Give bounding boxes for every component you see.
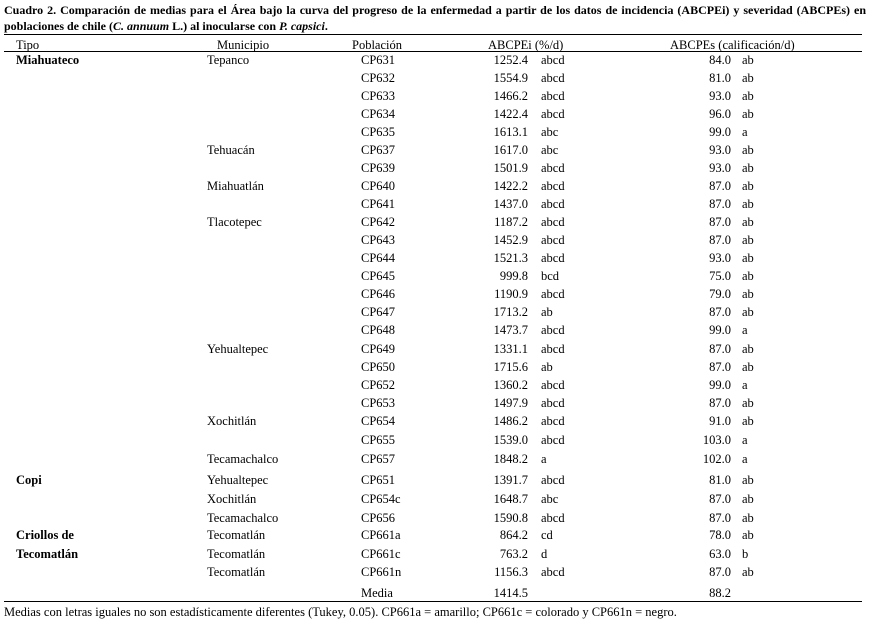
cell-poblacion: CP657: [361, 452, 396, 466]
cell-abcpes: 87.0: [709, 565, 731, 579]
cell-municipio: Tecomatlán: [207, 528, 266, 542]
cell-abcpes: 84.0: [709, 53, 731, 67]
cell-letra-s: a: [742, 323, 748, 337]
cell-abcpei: 1848.2: [493, 452, 528, 466]
caption-text-1: Cuadro 2. Comparación de medias para el Área bajo la curva del progreso de la enfermedad a partir de los datos de incidencia (ABCPEi) y severidad (ABCPEs) en poblaciones de chile (: [4, 3, 866, 33]
cell-municipio: Yehualtepec: [207, 473, 269, 487]
cell-abcpes: 87.0: [709, 342, 731, 356]
cell-letra-s: ab: [742, 473, 754, 487]
cell-letra-s: ab: [742, 565, 754, 579]
cell-abcpei: 864.2: [499, 528, 528, 542]
header-tipo: Tipo: [16, 38, 40, 52]
cell-letra-s: ab: [742, 179, 754, 193]
cell-letra-i: ab: [541, 360, 553, 374]
cell-abcpes: 88.2: [709, 586, 731, 600]
cell-poblacion: CP631: [361, 53, 396, 67]
cell-abcpes: 96.0: [709, 107, 731, 121]
cell-abcpes: 93.0: [709, 251, 731, 265]
cell-abcpes: 87.0: [709, 396, 731, 410]
cell-letra-s: ab: [742, 71, 754, 85]
cell-abcpes: 87.0: [709, 360, 731, 374]
cell-poblacion: CP643: [361, 233, 396, 247]
cell-abcpei: 1486.2: [493, 414, 528, 428]
cell-poblacion: CP651: [361, 473, 396, 487]
header-abcpei: ABCPEi (%/d): [488, 38, 564, 52]
cell-letra-i: abc: [541, 125, 559, 139]
cell-letra-i: abcd: [541, 251, 565, 265]
cell-poblacion: CP645: [361, 269, 396, 283]
cell-letra-s: ab: [742, 342, 754, 356]
cell-letra-i: abc: [541, 143, 559, 157]
cell-poblacion: CP647: [361, 305, 396, 319]
cell-letra-s: ab: [742, 215, 754, 229]
cell-abcpei: 1497.9: [493, 396, 528, 410]
cell-poblacion: CP632: [361, 71, 396, 85]
cell-letra-s: ab: [742, 528, 754, 542]
cell-abcpes: 81.0: [709, 71, 731, 85]
cell-municipio: Tecamachalco: [207, 452, 279, 466]
cell-poblacion: Media: [361, 586, 393, 600]
cell-poblacion: CP654c: [361, 492, 401, 506]
cell-letra-i: abcd: [541, 53, 565, 67]
cell-municipio: Tepanco: [207, 53, 250, 67]
cell-abcpes: 91.0: [709, 414, 731, 428]
cell-letra-s: ab: [742, 107, 754, 121]
cell-letra-s: ab: [742, 396, 754, 410]
cell-abcpei: 1539.0: [493, 433, 528, 447]
cell-letra-s: a: [742, 452, 748, 466]
cell-letra-i: abcd: [541, 473, 565, 487]
cell-letra-s: ab: [742, 414, 754, 428]
cell-letra-s: a: [742, 433, 748, 447]
cell-abcpes: 87.0: [709, 233, 731, 247]
cell-poblacion: CP661n: [361, 565, 402, 579]
cell-abcpes: 75.0: [709, 269, 731, 283]
cell-letra-i: ab: [541, 305, 553, 319]
caption-italic-pathogen: P. capsici: [279, 19, 325, 33]
cell-letra-s: ab: [742, 305, 754, 319]
cell-municipio: Miahuatlán: [207, 179, 264, 193]
cell-abcpes: 79.0: [709, 287, 731, 301]
cell-letra-i: abcd: [541, 179, 565, 193]
cell-abcpei: 1590.8: [493, 511, 528, 525]
header-abcpes: ABCPEs (calificación/d): [670, 38, 795, 52]
caption-text-2: L.) al inocularse con: [169, 19, 280, 33]
cell-tipo: Tecomatlán: [16, 547, 79, 561]
cell-letra-i: abcd: [541, 161, 565, 175]
cell-letra-i: abcd: [541, 342, 565, 356]
cell-letra-i: abcd: [541, 71, 565, 85]
cell-abcpei: 1437.0: [493, 197, 528, 211]
cell-poblacion: CP656: [361, 511, 396, 525]
cell-letra-s: ab: [742, 233, 754, 247]
cell-abcpei: 1422.4: [493, 107, 528, 121]
cell-poblacion: CP639: [361, 161, 396, 175]
cell-abcpei: 1613.1: [493, 125, 528, 139]
cell-abcpei: 1617.0: [493, 143, 528, 157]
cell-letra-s: ab: [742, 89, 754, 103]
cell-poblacion: CP661a: [361, 528, 401, 542]
cell-abcpes: 103.0: [702, 433, 731, 447]
cell-municipio: Tehuacán: [207, 143, 255, 157]
cell-letra-i: d: [541, 547, 548, 561]
cell-abcpei: 763.2: [499, 547, 528, 561]
cell-abcpes: 78.0: [709, 528, 731, 542]
cell-letra-s: b: [742, 547, 749, 561]
cell-abcpes: 93.0: [709, 143, 731, 157]
cell-letra-s: ab: [742, 360, 754, 374]
cell-poblacion: CP642: [361, 215, 396, 229]
cell-abcpes: 99.0: [709, 378, 731, 392]
cell-letra-i: abcd: [541, 89, 565, 103]
cell-abcpes: 81.0: [709, 473, 731, 487]
cell-abcpes: 102.0: [702, 452, 731, 466]
cell-poblacion: CP646: [361, 287, 396, 301]
cell-municipio: Xochitlán: [207, 492, 257, 506]
cell-poblacion: CP648: [361, 323, 396, 337]
cell-tipo: Copi: [16, 473, 42, 487]
cell-abcpes: 87.0: [709, 511, 731, 525]
cell-abcpes: 99.0: [709, 125, 731, 139]
cell-letra-s: ab: [742, 143, 754, 157]
cell-letra-s: a: [742, 378, 748, 392]
cell-letra-i: abc: [541, 492, 559, 506]
cell-abcpei: 1713.2: [493, 305, 528, 319]
cell-letra-s: ab: [742, 269, 754, 283]
cell-abcpes: 87.0: [709, 197, 731, 211]
cell-municipio: Tecomatlán: [207, 547, 266, 561]
header-poblacion: Población: [352, 38, 402, 52]
cell-letra-i: bcd: [541, 269, 560, 283]
cell-poblacion: CP634: [361, 107, 396, 121]
cell-letra-i: abcd: [541, 433, 565, 447]
cell-abcpei: 1252.4: [493, 53, 528, 67]
cell-municipio: Tecomatlán: [207, 565, 266, 579]
cell-abcpei: 1331.1: [493, 342, 528, 356]
cell-poblacion: CP655: [361, 433, 396, 447]
cell-letra-s: ab: [742, 511, 754, 525]
footnote: Medias con letras iguales no son estadísticamente diferentes (Tukey, 0.05). CP661a = amarillo; CP661c = colorado y CP661n = negro.: [4, 605, 677, 619]
bottom-rule: [4, 601, 862, 602]
cell-municipio: Yehualtepec: [207, 342, 269, 356]
cell-abcpei: 1466.2: [493, 89, 528, 103]
cell-letra-i: abcd: [541, 197, 565, 211]
cell-tipo: Miahuateco: [16, 53, 80, 67]
cell-poblacion: CP633: [361, 89, 396, 103]
cell-letra-s: a: [742, 125, 748, 139]
top-rule: [4, 34, 862, 35]
cell-poblacion: CP653: [361, 396, 396, 410]
cell-poblacion: CP650: [361, 360, 396, 374]
cell-poblacion: CP635: [361, 125, 396, 139]
cell-letra-i: abcd: [541, 215, 565, 229]
caption-italic-species: C. annuum: [113, 19, 170, 33]
header-rule: [4, 51, 862, 52]
cell-letra-i: abcd: [541, 511, 565, 525]
cell-abcpei: 1554.9: [493, 71, 528, 85]
cell-municipio: Tlacotepec: [207, 215, 262, 229]
cell-abcpes: 93.0: [709, 161, 731, 175]
cell-letra-s: ab: [742, 197, 754, 211]
cell-letra-s: ab: [742, 161, 754, 175]
cell-abcpes: 87.0: [709, 305, 731, 319]
cell-letra-i: abcd: [541, 287, 565, 301]
cell-abcpei: 1190.9: [494, 287, 528, 301]
cell-abcpei: 1414.5: [493, 586, 528, 600]
cell-abcpei: 1501.9: [493, 161, 528, 175]
cell-poblacion: CP641: [361, 197, 396, 211]
cell-abcpes: 63.0: [709, 547, 731, 561]
cell-poblacion: CP644: [361, 251, 396, 265]
cell-letra-s: ab: [742, 251, 754, 265]
cell-letra-i: abcd: [541, 414, 565, 428]
cell-abcpei: 1648.7: [493, 492, 528, 506]
cell-abcpei: 1156.3: [494, 565, 528, 579]
cell-letra-i: a: [541, 452, 547, 466]
cell-letra-i: abcd: [541, 378, 565, 392]
cell-abcpei: 1360.2: [493, 378, 528, 392]
cell-abcpes: 87.0: [709, 215, 731, 229]
cell-letra-i: cd: [541, 528, 553, 542]
cell-abcpei: 1391.7: [493, 473, 528, 487]
cell-abcpei: 1187.2: [494, 215, 528, 229]
cell-abcpei: 1521.3: [493, 251, 528, 265]
cell-abcpei: 1473.7: [493, 323, 528, 337]
cell-letra-i: abcd: [541, 233, 565, 247]
cell-abcpei: 1715.6: [493, 360, 528, 374]
cell-letra-s: ab: [742, 287, 754, 301]
header-municipio: Municipio: [217, 38, 270, 52]
cell-poblacion: CP654: [361, 414, 396, 428]
cell-abcpei: 1452.9: [493, 233, 528, 247]
cell-poblacion: CP637: [361, 143, 396, 157]
cell-poblacion: CP661c: [361, 547, 401, 561]
cell-poblacion: CP649: [361, 342, 396, 356]
cell-abcpes: 87.0: [709, 179, 731, 193]
cell-letra-s: ab: [742, 492, 754, 506]
cell-poblacion: CP640: [361, 179, 396, 193]
cell-tipo: Criollos de: [16, 528, 74, 542]
cell-municipio: Xochitlán: [207, 414, 257, 428]
cell-poblacion: CP652: [361, 378, 396, 392]
cell-abcpes: 99.0: [709, 323, 731, 337]
cell-abcpes: 87.0: [709, 492, 731, 506]
table-caption: [4, 2, 866, 34]
cell-letra-i: abcd: [541, 107, 565, 121]
cell-abcpei: 1422.2: [493, 179, 528, 193]
cell-letra-i: abcd: [541, 323, 565, 337]
cell-abcpei: 999.8: [499, 269, 528, 283]
cell-municipio: Tecamachalco: [207, 511, 279, 525]
cell-letra-s: ab: [742, 53, 754, 67]
cell-letra-i: abcd: [541, 565, 565, 579]
caption-text-3: .: [324, 19, 328, 33]
cell-letra-i: abcd: [541, 396, 565, 410]
cell-abcpes: 93.0: [709, 89, 731, 103]
